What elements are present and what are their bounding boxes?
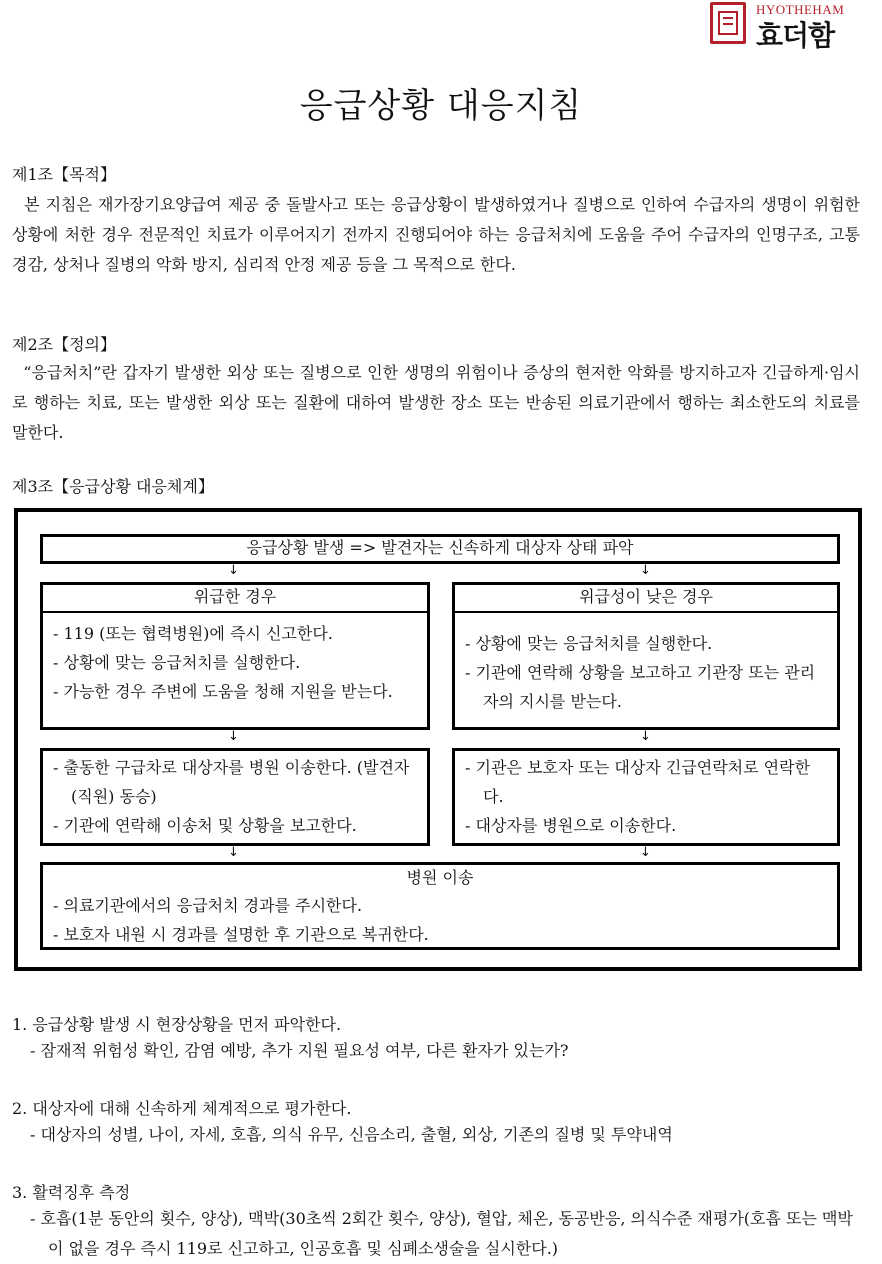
step-1-detail-text: - 잠재적 위험성 확인, 감염 예방, 추가 지원 필요성 여부, 다른 환자가 있는가?	[30, 1041, 569, 1060]
arrow-down-icon: ↓	[228, 563, 239, 578]
article2-body: “응급처치”란 갑자기 발생한 외상 또는 질병으로 인한 생명의 위험이나 증상의 현저한 악화를 방지하고자 긴급하게·임시로 행하는 치료, 또는 발생한 외상 또는 질환에 대하여 발생한 장소 또는 반송된 의료기관에서 행하는 최소한도의 치료를 말한다.	[12, 363, 866, 442]
step-2-heading: 2. 대상자에 대해 신속하게 체계적으로 평가한다.	[12, 1099, 352, 1118]
low-urgency-transport-box	[452, 748, 840, 846]
arrow-down-icon: ↓	[228, 845, 239, 860]
flow-top-text: 응급상황 발생 => 발견자는 신속하게 대상자 상태 파악	[246, 538, 634, 557]
low-urgency-box	[452, 582, 840, 730]
low-urgency-transport-item: - 대상자를 병원으로 이송한다.	[465, 816, 677, 835]
hospital-transport-item: - 의료기관에서의 응급처치 경과를 주시한다.	[53, 896, 363, 915]
urgent-transport-box	[40, 748, 430, 846]
low-urgency-title: 위급성이 낮은 경우	[455, 585, 837, 613]
urgent-case-title: 위급한 경우	[43, 585, 427, 613]
flow-top-box	[40, 534, 840, 564]
brand-korean: 효더함	[756, 19, 835, 52]
article1-heading: 제1조【목적】	[12, 165, 117, 184]
hospital-transport-title: 병원 이송	[406, 868, 474, 887]
urgent-transport-item: - 기관에 연락해 이송처 및 상황을 보고한다.	[53, 816, 357, 835]
low-urgency-transport-item: - 기관은 보호자 또는 대상자 긴급연락처로 연락한다.	[465, 758, 811, 806]
step-1-detail	[30, 1036, 862, 1066]
arrow-down-icon: ↓	[640, 729, 651, 744]
urgent-item: - 가능한 경우 주변에 도움을 청해 지원을 받는다.	[53, 682, 393, 701]
urgent-item: - 119 (또는 협력병원)에 즉시 신고한다.	[53, 624, 333, 643]
arrow-down-icon: ↓	[228, 729, 239, 744]
step-2-detail	[30, 1120, 862, 1150]
response-flow-diagram	[14, 508, 862, 971]
hospital-transport-box	[40, 862, 840, 950]
step-1-heading: 1. 응급상황 발생 시 현장상황을 먼저 파악한다.	[12, 1015, 342, 1034]
step-3-detail	[30, 1204, 862, 1264]
step-3-heading: 3. 활력징후 측정	[12, 1183, 131, 1202]
step-2-detail-text: - 대상자의 성별, 나이, 자세, 호흡, 의식 유무, 신음소리, 출혈, 외상, 기존의 질병 및 투약내역	[30, 1125, 673, 1144]
page-title: 응급상황 대응지침	[299, 86, 583, 126]
urgent-case-box	[40, 582, 430, 730]
step-3-detail-text: - 호흡(1분 동안의 횟수, 양상), 맥박(30초씩 2회간 횟수, 양상), 혈압, 체온, 동공반응, 의식수준 재평가(호흡 또는 맥박이 없을 경우 즉시 119로 신고하고, 인공호흡 및 심폐소생술을 실시한다.)	[30, 1209, 853, 1258]
article1-body: 본 지침은 재가장기요양급여 제공 중 돌발사고 또는 응급상황이 발생하였거나 질병으로 인하여 수급자의 생명이 위험한 상황에 처한 경우 전문적인 치료가 이루어지기 전까지 진행되어야 하는 응급처치에 도움을 주어 수급자의 인명구조, 고통 경감, 상처나 질병의 악화 방지, 심리적 안정 제공 등을 그 목적으로 한다.	[12, 195, 866, 274]
seal-logo-icon	[710, 2, 746, 44]
urgent-item: - 상황에 맞는 응급처치를 실행한다.	[53, 653, 301, 672]
arrow-down-icon: ↓	[640, 845, 651, 860]
article2-heading: 제2조【정의】	[12, 335, 117, 354]
low-urgency-item: - 상황에 맞는 응급처치를 실행한다.	[465, 634, 713, 653]
hospital-transport-item: - 보호자 내원 시 경과를 설명한 후 기관으로 복귀한다.	[53, 925, 429, 944]
brand-english: HYOTHEHAM	[756, 2, 845, 17]
arrow-down-icon: ↓	[640, 563, 651, 578]
low-urgency-item: - 기관에 연락해 상황을 보고하고 기관장 또는 관리자의 지시를 받는다.	[465, 663, 816, 711]
brand-logo	[710, 2, 870, 52]
urgent-transport-item: - 출동한 구급차로 대상자를 병원 이송한다. (발견자(직원) 동승)	[53, 758, 410, 806]
article3-heading: 제3조【응급상황 대응체계】	[12, 477, 214, 496]
